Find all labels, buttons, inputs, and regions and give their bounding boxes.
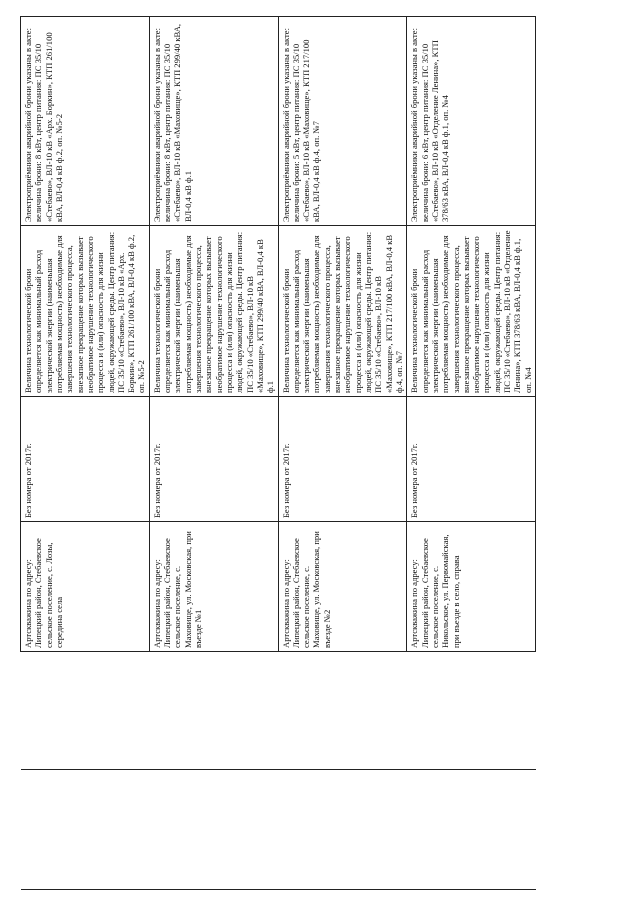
armor-table xyxy=(20,16,536,890)
criterion-cell xyxy=(21,17,150,397)
blank-cell xyxy=(149,770,278,890)
criterion-emergency-split xyxy=(407,17,535,396)
criterion-text: Величина технологической брони определяется как минимальный расход электрической энергии (наименьшая потребляемая мощность) необходимые для завершения технологического процесса, внезапное прекращение которых вызывает необратимое нарушение технологического процесса и (или) опасность для жизни людей, окружающей среды. Центр питания: ПС 35/10 «Стебаево», ВЛ-10 кВ «Маховище», КТП 217/100 кВА, ВЛ-0,4 кВ ф.4, оп. №7 xyxy=(280,231,404,393)
criterion-emergency-split xyxy=(21,17,149,396)
object-cell: Артскважина по адресу: Липецкий район, Стебаевское сельское поселение, с. Маховище, ул. Московская, при въезде №2 xyxy=(278,522,407,652)
table-row xyxy=(278,17,407,890)
blank-cell xyxy=(407,652,536,770)
table-row xyxy=(21,17,150,890)
criterion-text: Величина технологической брони определяется как минимальный расход электрической энергии (наименьшая потребляемая мощность) необходимые для завершения технологического процесса, внезапное прекращение которых вызывает необратимое нарушение технологического процесса и (или) опасность для жизни людей, окружающей среды. Центр питания: ПС 35/10 «Стебаево», ВЛ-10 кВ «Арх. Боркин», КТП 261/100 кВА, ВЛ-0,4 кВ ф.2, оп. №5-2 xyxy=(23,231,147,393)
number-cell: Без номера от 2017г. xyxy=(278,397,407,522)
object-cell: Артскважина по адресу: Липецкий район, Стебаевское сельское поселение, с. Лозы, середина села xyxy=(21,522,150,652)
blank-cell xyxy=(278,652,407,770)
blank-cell xyxy=(21,652,150,770)
object-cell: Артскважина по адресу: Липецкий район, Стебаевское сельское поселение, с. Маховище, ул. Московская, при въезде №1 xyxy=(149,522,278,652)
criterion-cell xyxy=(149,17,278,397)
blank-cell xyxy=(278,770,407,890)
emergency-text: Электроприёмники аварийной брони указаны в акте: величина брони: 5 кВт, центр питания: ПС 35/10 «Стебаево», ВЛ-10 кВ «Маховище», КТП 217/100 кВА, ВЛ-0,4 кВ ф.4, оп. №7 xyxy=(279,17,407,226)
object-cell: Артскважина по адресу: Липецкий район, Стебаевское сельское поселение, с. Никольское, ул. Первомайская, при въезде в село, справа xyxy=(407,522,536,652)
table-row xyxy=(407,17,536,890)
emergency-text: Электроприёмники аварийной брони указаны в акте: величина брони: 8 кВт, центр питания: ПС 35/10 «Стебаево», ВЛ-10 кВ «Арх. Боркин», КТП 261/100 кВА, ВЛ-0,4 кВ ф.2, оп. №5-2 xyxy=(21,17,149,226)
blank-cell xyxy=(21,770,150,890)
rotated-table-container xyxy=(20,17,533,890)
emergency-text: Электроприёмники аварийной брони указаны в акте: величина брони: 6 кВт, центр питания: ПС 35/10 «Стебаево», ВЛ-10 кВ «Отделение Ленина», КТП 378/63 кВА, ВЛ-0,4 кВ ф.1, оп. №4 xyxy=(407,17,535,226)
criterion-cell xyxy=(407,17,536,397)
criterion-text: Величина технологической брони определяется как минимальный расход электрической энергии (наименьшая потребляемая мощность) необходимые для завершения технологического процесса, внезапное прекращение которых вызывает необратимое нарушение технологического процесса и (или) опасность для жизни людей, окружающей среды. Центр питания: ПС 35/10 «Стебаево», ВЛ-10 кВ «Отделение Ленина», КТП 378/63 кВА, ВЛ-0,4 кВ ф.1, оп. №4 xyxy=(409,230,533,393)
criterion-emergency-split xyxy=(150,17,278,396)
number-cell: Без номера от 2017г. xyxy=(407,397,536,522)
criterion-text: Величина технологической брони определяется как минимальный расход электрической энергии (наименьшая потребляемая мощность) необходимые для завершения технологического процесса, внезапное прекращение которых вызывает необратимое нарушение технологического процесса и (или) опасность для жизни людей, окружающей среды. Центр питания: ПС 35/10 «Стебаево», ВЛ-10 кВ «Маховище», КТП 299/40 кВА, ВЛ-0,4 кВ ф.1 xyxy=(151,231,276,393)
number-cell: Без номера от 2017г. xyxy=(149,397,278,522)
blank-cell xyxy=(407,770,536,890)
blank-cell xyxy=(149,652,278,770)
criterion-cell xyxy=(278,17,407,397)
criterion-emergency-split xyxy=(279,17,407,396)
emergency-text: Электроприёмники аварийной брони указаны в акте: величина брони: 8 кВт, центр питания: ПС 35/10 «Стебаево», ВЛ-10 кВ «Маховище», КТП 299/40 кВА, ВЛ-0,4 кВ ф.1 xyxy=(150,17,278,226)
table-row xyxy=(149,17,278,890)
number-cell: Без номера от 2017г. xyxy=(21,397,150,522)
